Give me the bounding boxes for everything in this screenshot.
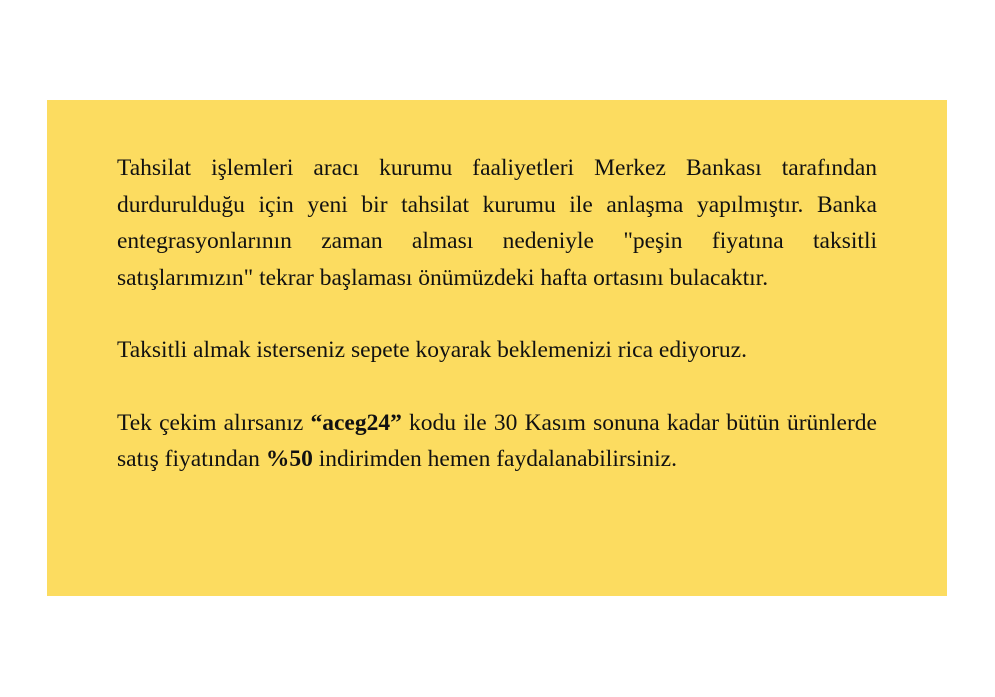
discount-percentage: %50	[265, 446, 313, 472]
discount-text-before-code: Tek çekim alırsanız	[117, 409, 311, 436]
notice-paragraph-waiting-request: Taksitli almak isterseniz sepete koyarak beklemenizi rica ediyoruz.	[117, 337, 747, 363]
notice-paragraph-installment-status: Tahsilat işlemleri aracı kurumu faaliyetleri Merkez Bankası tarafından durdurulduğu için yeni bir tahsilat kurumu ile anlaşma yapılmıştır. Banka entegrasyonlarının zaman alması nedeniyle "peşin fiyatına taksitli satışlarımızın" tekrar başlaması önümüzdeki hafta ortasını bulacaktır.	[117, 155, 877, 291]
notice-paragraph-discount-offer	[117, 405, 877, 478]
discount-text-after-code: kodu ile 30 Kasım sonuna kadar bütün ürünlerde satış fiyatından	[117, 409, 877, 472]
notice-box	[47, 100, 947, 596]
discount-text-end: indirimden hemen faydalanabilirsiniz.	[312, 446, 677, 472]
discount-code: “aceg24”	[310, 409, 402, 436]
